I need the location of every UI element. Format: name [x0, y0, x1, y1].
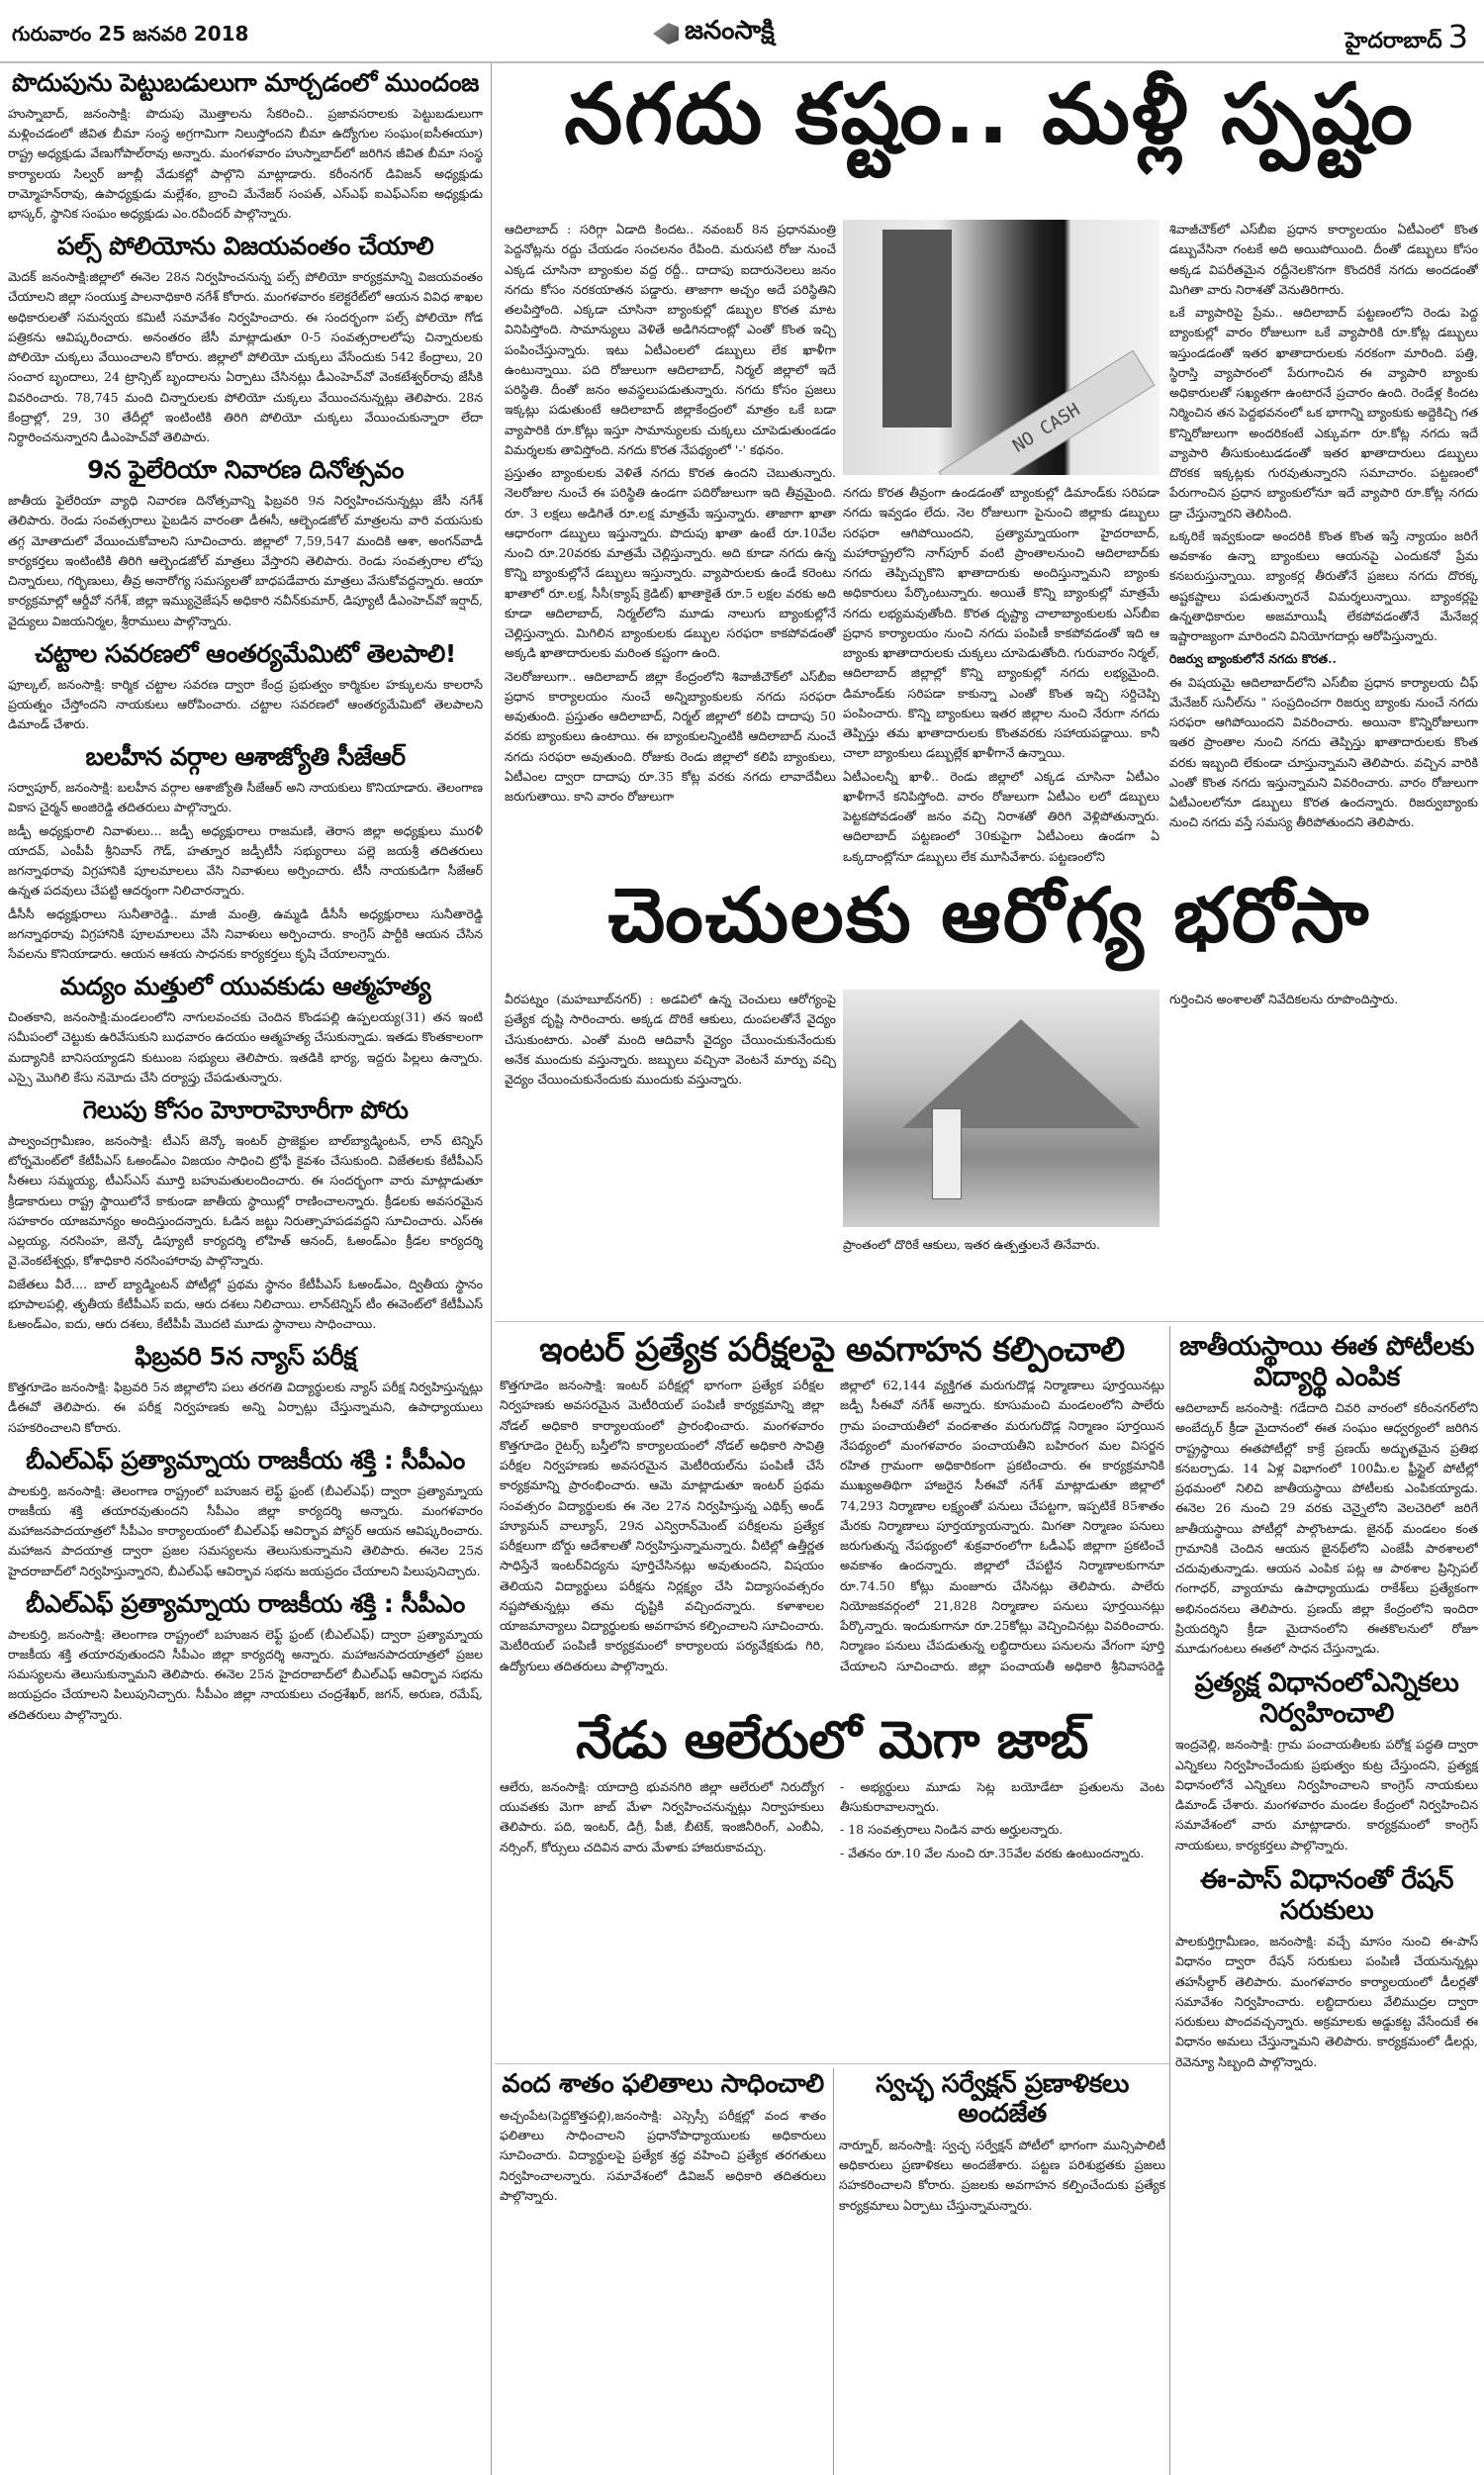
issue-date: గురువారం 25 జనవరి 2018	[12, 22, 249, 46]
subheading: రిజర్వు బ్యాంకులోనే నగదు కొరత..	[1169, 651, 1337, 667]
article-paragraph: పాల్వంచగ్రామీణం, జనంసాక్షి: టీఎస్ జెన్కో ఇంటర్ ప్రాజెక్టుల బాల్‌బ్యాడ్మింటన్, లాన్ టెన్నిస్ టోర్నమెంట్‌లో కేటీపీఎస్ ఓఅండ్ఎం విజయం సాధించి ట్రోఫీ కైవశం చేసుకుంది. విజేతలకు కేటీపీఎస్ సీఈలు సమ్మయ్య, టీఎస్‌ఎస్ మూర్తి బహుమతులందించారు. ఈ సందర్భంగా వారు మాట్లాడుతూ క్రీడాకారులు రాష్ట్ర స్థాయిలోనే కాకుండా జాతీయ స్థాయిల్లో రాణించాలన్నారు. క్రీడలకు అవసరమైన సహకారం యాజమాన్యం అందిస్తుందన్నారు. ఓడిన జట్టు నిరుత్సాహపడవద్దని సూచించారు. ఎస్‌ఈ ఎల్లయ్య, నరసింహ, జెన్కో డిప్యూటీ కార్యదర్శి లోహిత్ ఆనంద్, ఓఅండ్ఎం క్రీడల కార్యదర్శి వై.వెంకటేశ్వర్లు, కోశాధికారి నరసింహారావు పాల్గొన్నారు.	[8, 1132, 483, 1269]
article-paragraph: హుస్నాబాద్, జనంసాక్షి: పొదుపు మొత్తాలను సేకరించి.. ప్రజావసరాలకు పెట్టుబడులుగా మళ్లించడంలో జీవిత బీమా సంస్థ అగ్రగామిగా నిలుస్తోందని బీమా ఉద్యోగుల సంఘం(ఐసీఈయూ) రాష్ట్ర అధ్యక్షుడు వేణుగోపాల్‌రావు అన్నారు. మంగళవారం హుస్నాబాద్‌లో జరిగిన జీవిత బీమా సంస్థ కార్యాలయ సిల్వర్ జూబ్లీ వేడుకల్లో పాల్గొని మాట్లాడారు. కరీంనగర్ డివిజన్ అధ్యక్షుడు రామ్మోహన్‌రావు, ఉపాధ్యక్షుడు మల్లేశం, బ్రాంచి మేనేజర్ సంపత్, ఎస్‌ఎఫ్ ఐఎఫ్‌ఎస్ఐ అధ్యక్షుడు భాస్కర్, స్థానిక సంఘం అధ్యక్షుడు ఎం.రవీందర్ పాల్గొన్నారు.	[8, 105, 483, 221]
chenchu-hut-photo	[843, 990, 1159, 1227]
article-headline: పొదుపును పెట్టుబడులుగా మార్చడంలో ముందంజ	[12, 69, 479, 97]
article-headline: బలహీన వర్గాల ఆశాజ్యోతి సీజేఆర్	[85, 742, 406, 772]
article-body	[1175, 1932, 1478, 2075]
inter-body	[500, 1376, 1164, 1692]
article-paragraph: డీసీసీ అధ్యక్షురాలు సునీతారెడ్డి.. మాజీ మంత్రి, ఉమ్మడి డీసీసీ అధ్యక్షురాలు సునీతారెడ్డి జగన్నాథరావు విగ్రహానికి పూలమాలలు వేసి నివాళులు అర్పించారు. కాంగ్రెస్ పార్టీకి ఆయన చేసిన సేవలను కొనియాడారు. ఆయన ఆశయ సాధనకు కార్యకర్తలు కృషి చేయాలన్నారు.	[8, 905, 483, 961]
article-paragraph: విజేతలు వీరే.... బాల్ బ్యాడ్మింటన్ పోటీల్లో ప్రథమ స్థానం కేటీపీఎస్ ఓఅండ్ఎం, ద్వితీయ స్థానం భూపాలపల్లి, తృతీయ కేటీపీఎస్ ఐదు, ఆరు దశలు నిలిచాయి. లాన్‌టెన్నిస్ టీం ఈవెంట్‌లో కేటీపీఎస్ ఓఅండ్ఎం, ఐదు, ఆరు దశలు, కేటీపీపీ మొదటి మూడు స్థానాలు సాధించాయి.	[8, 1276, 483, 1331]
newspaper-logo	[653, 16, 775, 51]
vanda-article	[500, 2070, 826, 2471]
person-graphic	[932, 1108, 962, 1199]
lead-paragraph: ఆదిలాబాద్ : సరిగ్గా ఏడాది కిందట.. నవంబర్ 8న ప్రధానమంత్రి పెద్దనోట్లను రద్దు చేయడం సంచలనం రేపింది. మరుసటి రోజు నుంచే ఎక్కడ చూసినా బ్యాంకుల వద్ద రద్దీ.. దాదాపు ఐదారునెలలు జనం నగదు కోసం నరకయాతన పడ్డారు. తాజాగా అచ్చం అదే పరిస్థితిని తలపిస్తోంది. ఎక్కడా చూసినా బ్యాంకుల్లో డబ్బుల కొరత మాట వినిపిస్తోంది. సామాన్యులు వెళితే అడిగినదాంట్లో ఎంతో కొంత ఇచ్చి పంపించేస్తున్నారు. ఇటు ఏటీఎంలలో డబ్బులు లేక ఖాళీగా ఉంటున్నాయి. పది రోజులుగా ఆదిలాబాద్, నిర్మల్ జిల్లాలో ఇదే పరిస్థితి. దీంతో జనం అవస్థలుపడుతున్నారు. నగదు కోసం ప్రజలు ఇక్కట్లు పడుతుంటే ఆదిలాబాద్ జిల్లాకేంద్రంలో మాత్రం ఒకే బడా వ్యాపారికి రూ.కోట్లు ఇస్తూ సామాన్యులకు చుక్కలు చూపెడుతుండడం విమర్శలకు తావిస్తోంది. నగదు కొరత నేపథ్యంలో '-' కథనం.	[505, 222, 836, 457]
article-body	[1175, 1398, 1478, 1662]
article	[8, 1447, 483, 1584]
lead-paragraph: నెలరోజులుగా.. ఆదిలాబాద్ జిల్లా కేంద్రంలోని శివాజీచౌక్‌లో ఎస్‌బీఐ ప్రధాన కార్యాలయం నుంచే అన్నిబ్యాంకులకు నగదు సరఫరా అవుతుంది. ప్రస్తుతం ఆదిలాబాద్, నిర్మల్ జిల్లాలో కలిపి దాదాపు 50 వరకు బ్యాంకులు ఉంటాయి. ఈ బ్యాంకులన్నింటికి ఆదిలాబాద్ నుంచే నగదు సరఫరా అవుతుంది. రోజుకు రెండు జిల్లాలో కలిపి బ్యాంకులు, ఏటీఎంల ద్వారా దాదాపు రూ.35 కోట్ల వరకు నగదు లావాదేవీలు జరుగుతాయి. కాని వారం రోజులుగా	[505, 668, 836, 804]
article-paragraph: ఆదిలాబాద్ జనంసాక్షి: గడేదాది చివరి వారంలో కరీంనగర్‌లోని అంబేద్కర్ క్రీడా మైదానంలో ఈత సంఘం ఆధ్వర్యంలో జరిగిన రాష్ట్రస్థాయి ఈతపోటీల్లో కాక్రే ప్రణయ్ అద్భుతమైన ప్రతిభ కనబర్చాడు. 14 ఏళ్ల విభాగంలో 100మీ.ల ఫ్రీస్టైల్ పోటీల్లో ప్రథమంలో నిలిచి జాతీయస్థాయి పోటీలకు ఎంపికయ్యాడు. ఈనెల 26 నుంచి 29 వరకు చెన్నైలోని వెలచెరిలో జరిగే జాతీయస్థాయి పోటీల్లో పాల్గొంటాడు. జైనథ్ మండలం కంత గ్రామానికి చెందిన ఆయన జైనథ్‌లోని ఎంజేపీ పాఠశాలలో చదువుతున్నాడు. ఆయన ఎంపిక పట్ల ఆ పాఠశాల ప్రిన్సిపల్ గంగాధర్, వ్యాయామ ఉపాధ్యాయుడు రాకేశ్‌లు ప్రత్యేకంగా అభినందనలు తెలిపారు. ప్రణయ్ జిల్లా కేంద్రంలోని ఇందిరా ప్రియదర్శిని క్రీడా మైదానంలోని ఈతకొలనులో రోజూ మూడుగంటలు ఈతలో సాధన చేస్తున్నాడు.	[1175, 1400, 1478, 1657]
lead-paragraph: శివాజీచౌక్‌లో ఎస్‌బీఐ ప్రధాన కార్యాలయం ఏటీఎంలో కొంత డబ్బువేసినా గంటకే అది అయిపోయింది. దీంతో డబ్బులు కోసం అక్కడ విపరీతమైన రద్దీనెలకొనగా కొందరికే నగదు అందడంతో మిగితా వారు నిరాశతో వెనుతిరిగారు.	[1169, 222, 1478, 297]
job-paragraph: - 18 సంవత్సరాలు నిండిన వారు అర్హులన్నారు.	[840, 1822, 1064, 1838]
inter-paragraph: జిల్లాలో 62,144 వ్యక్తిగత మరుగుదొడ్ల నిర్మాణాలు పూర్తయినట్లు జడ్పీ సీఈవో నగేశ్ అన్నారు. కూసుమంచి మండలంలోని పాలేరు గ్రామ పంచాయతీలో వందశాతం మరుగుదొడ్ల నిర్మాణం పూర్తయిన నేపథ్యంలో మంగళవారం పంచాయతీని బహిరంగ మల విసర్జన రహిత గ్రామంగా అధికారికంగా ప్రకటించారు. ఈ కార్యక్రమానికి ముఖ్యఅతిథిగా హాజరైన సీఈవో నగేశ్ మాట్లాడుతూ జిల్లాలో 74,293 నిర్మాణాల లక్ష్యంతో పనులు చేపట్టగా, ఇప్పటికే 85శాతం మేరకు నిర్మాణాలు పూర్తయ్యాయన్నారు. మిగతా నిర్మాణం పనులు జరుగుతున్న నేపథ్యంలో శుక్రవారంలోగా ఓడీఎఫ్ జిల్లాగా ప్రకటించే అవకాశం ఉందన్నారు. జిల్లాలో చేపట్టిన నిర్మాణాలకుగానూ రూ.74.50 కోట్లు మంజూరు చేసినట్లు తెలిపారు. పాలేరు నియోజకవర్గంలో 21,828 నిర్మాణాల పనులు పూర్తయినట్లు పేర్కొన్నారు. ఇందుకుగానూ రూ.25కోట్లు వెచ్చించినట్లు వివరించారు. నిర్మాణం పనులు చేపడుతున్న లబ్ధిదారులు పనులను వేగంగా పూర్తి చేయాలని సూచించారు. జిల్లా పంచాయతీ అధికారి శ్రీనివాసరెడ్డి	[840, 1378, 1164, 1673]
chenchu-body-col2	[843, 1235, 1159, 1316]
article	[8, 640, 483, 738]
article	[8, 1343, 483, 1441]
article	[1175, 1331, 1478, 1662]
left-column	[8, 69, 483, 2469]
article-headline: 9న ఫైలేరియా నివారణ దినోత్సవం	[87, 455, 404, 485]
swachh-headline: స్వచ్ఛ సర్వేక్షన్ ప్రణాళికలు అందజేత	[876, 2070, 1129, 2129]
job-paragraph: ఆలేరు, జనంసాక్షి: యాదాద్రి భువనగిరి జిల్లా ఆలేరులో నిరుద్యోగ యువతకు మెగా జాబ్ మేళా నిర్వహించనున్నట్లు నిర్వాహకులు తెలిపారు. పది, ఇంటర్, డిగ్రీ, పీజీ, బీటెక్, ఇంజినీరింగ్, ఎంబీఏ, నర్సింగ్, కోర్సులు చదివిన వారు మేళాకు హాజరుకావచ్చు.	[500, 1778, 824, 1855]
article-body	[8, 1481, 483, 1584]
article-paragraph: కొత్తగూడెం జనంసాక్షి: ఫిబ్రవరి 5న జిల్లాలోని పలు తరగతి విద్యార్థులకు న్యాస్ పరీక్ష నిర్వహిస్తున్నట్లు డీఈవో తెలిపారు. ఈ పరీక్ష నిర్వహణకు అన్ని ఏర్పాట్లు చేస్తున్నామని, ఉపాధ్యాయులు సహకరించాలని కోరారు.	[8, 1380, 483, 1435]
atm-machine-graphic	[882, 230, 952, 428]
job-mela-headline: నేడు ఆలేరులో మెగా జాబ్	[576, 1712, 1088, 1770]
article-body	[8, 1625, 483, 1728]
chenchu-headline-box	[500, 871, 1479, 980]
article-headline: జాతీయస్థాయి ఈత పోటీలకు విద్యార్థి ఎంపిక	[1179, 1331, 1474, 1393]
chenchu-body-col1	[505, 990, 836, 1316]
article-paragraph: జడ్పీ అధ్యక్షురాలి నివాళులు... జడ్పీ అధ్యక్షురాలు రాజమణి, తెరాస జిల్లా అధ్యక్షులు మురళీ యాదవ్, ఎంపీపీ శ్రీనివాస్ గౌడ్, హత్నూర జడ్పీటీసీ సభ్యురాలు పల్లె జయశ్రీ తదితరులు జగన్నాథరావు విగ్రహానికి పూలమాలలు వేసి నివాళులు అర్పించారు. టీసీ నాయకుడిగా సీజేఆర్ ఉన్నత పదవులు చేపట్టి ఆదర్శంగా నిలిచారన్నారు.	[8, 822, 483, 899]
lead-paragraph: ఒకే వ్యాపారిపై ప్రేమ.. ఆదిలాబాద్ పట్టణంలోని రెండు పెద్ద బ్యాంకుల్లో వారం రోజులుగా ఒకే వ్యాపారికి రూ.కోట్ల డబ్బులు ఇస్తుండడంతో ఇతర ఖాతాదారులకు నరకంగా మారింది. పత్తి, స్థిరాస్తి వ్యాపారంలో పేరుగాంచిన ఈ వ్యాపారి బ్యాంకు అధికారులతో సఖ్యతగా ఉంటారనే ప్రచారం ఉంది. రెండేళ్ల కిందట నిర్మించిన తన పెద్దభవనంలో ఒక భాగాన్ని బ్యాంకుకు అద్దెకిచ్చి గత కొన్నిరోజులుగా అందరికంటే ఎక్కువగా రూ.కోట్ల నగదు ఇదే వ్యాపారి తీసుకుంటుడడంతో ఇతర ఖాతాదారులు డబ్బులు దొరకక ఇక్కట్లకు గురవుతున్నారని సమాచారం. పట్టణంలో పేరుగాంచిన ప్రధాన బ్యాంకులోనూ ఇదే వ్యాపారి రూ.కోట్ల నగదు డ్రా చేస్తున్నారని తెలిసింది.	[1169, 305, 1478, 521]
article	[1175, 1864, 1478, 2075]
logo-mark-icon	[653, 23, 679, 45]
article-paragraph: సర్వాపూర్, జనంసాక్షి: బలహీన వర్గాల ఆశాజ్యోతి సీజేఆర్ అని నాయకులు కొనియాడారు. తెలంగాణ వికాస చైర్మన్ అంజిరెడ్డి తదితరులు పాల్గొన్నారు.	[8, 780, 483, 815]
chenchu-paragraph: గుర్తించిన అంశాలతో నివేదికలను రూపొందిస్తారు.	[1169, 992, 1399, 1006]
lead-body-col3	[1169, 220, 1478, 873]
article-headline: చట్టాల సవరణలో ఆంతర్యమేమిటో తెలపాలి!	[35, 638, 456, 668]
column-divider	[491, 63, 492, 2475]
swachh-article	[839, 2070, 1165, 2471]
article-paragraph: పాలకుర్తి, జనంసాక్షి: తెలంగాణ రాష్ట్రంలో బహుజన లెఫ్ట్ ఫ్రంట్ (బీఎల్ఎఫ్) ద్వారా ప్రత్యామ్నాయ రాజకీయ శక్తి తయారవుతుందని సీపీఎం జిల్లా కార్యదర్శి అన్నారు. మంగళవారం మహాజనపాదయాత్రలో సీపీఎం కార్యాలయంలో బీఎల్ఎఫ్ ఆవిర్భావ పోస్టర్ ఆయన ఆవిష్కరించారు. మహాజన పాదయాత్ర ద్వారా ప్రజల సమస్యలను తెలుసుకున్నామని తెలిపారు. ఈనెల 25న హైదరాబాద్‌లో నిర్వహిస్తున్నారని, బీఎల్ఎఫ్ ఆవిర్భావ సభను జయప్రదం చేయాలని పిలుపునిచ్చారు.	[8, 1482, 483, 1578]
article-paragraph: చింతకాని, జనంసాక్షి:మండలంలోని నాగులవంచకు చెందిన కొండపల్లి ఉప్పలయ్య(31) తన ఇంటి సమీపంలో చెట్టుకు ఉరివేసుకుని బుధవారం ఉదయం ఆత్మహత్య చేసుకున్నాడు. ఇతడు కొంతకాలంగా మద్యానికి బానిసయ్యాడని కుటుంబ సభ్యులు తెలిపారు. ఇతడికి భార్య, ఇద్దరు పిల్లలు ఉన్నారు. ఎస్సై మొగిలి కేసు నమోదు చేసి దర్యాప్తు చేపడుతున్నారు.	[8, 1009, 483, 1085]
vanda-paragraph: అచ్చంపేట(పెద్దకొత్తపల్లి),జనంసాక్షి: ఎస్సెస్సీ పరీక్షల్లో వంద శాతం ఫలితాలు సాధించాలని ప్రధానోపాధ్యాయులకు అధికారులు సూచించారు. విద్యార్థులపై ప్రత్యేక శ్రద్ధ వహించి ప్రత్యేక తరగతులు నిర్వహించాలన్నారు. సమావేశంలో డివిజన్ అధికారి తదితరులు పాల్గొన్నారు.	[500, 2107, 826, 2203]
article	[8, 69, 483, 227]
lead-body-col1	[505, 220, 836, 873]
article-headline: ఈ-పాస్ విధానంతో రేషన్ సరుకులు	[1200, 1863, 1453, 1926]
article-body	[8, 1131, 483, 1338]
article-body	[8, 1007, 483, 1091]
chenchu-paragraph: ప్రాంతంలో దొరికే ఆకులు, ఇతర ఉత్పత్తులనే తినేవారు.	[843, 1237, 1100, 1252]
article-headline: ఫిబ్రవరి 5న న్యాస్ పరీక్ష	[135, 1342, 356, 1372]
article-body	[8, 1378, 483, 1441]
column-divider	[833, 2068, 834, 2475]
article-headline: ప్రత్యక్ష విధానంలోఎన్నికలు నిర్వహించాలి	[1194, 1667, 1459, 1730]
article	[8, 233, 483, 450]
article-paragraph: ఇంద్రవెల్లి, జనంసాక్షి: గ్రామ పంచాయతీలకు పరోక్ష పద్ధతి ద్వారా ఎన్నికలు నిర్వహించేందుకు ప్రభుత్వం కుట్ర చేస్తుందని, ప్రత్యక్ష విధానంలోనే ఎన్నికలు నిర్వహించాలని కాంగ్రెస్ నాయకులు డిమాండ్ చేశారు. మంగళవారం మండల కేంద్రంలో నిర్వహించిన సమావేశంలో వారు మాట్లాడారు. కార్యక్రమంలో కాంగ్రెస్ నాయకులు, కార్యకర్తలు పాల్గొన్నారు.	[1175, 1737, 1478, 1853]
article-body	[8, 778, 483, 967]
job-paragraph: - వేతనం రూ.10 వేల నుంచి రూ.35వేల వరకు ఉంటుందన్నారు.	[840, 1845, 1145, 1860]
article	[8, 1096, 483, 1337]
newspaper-name: జనంసాక్షి	[685, 16, 775, 46]
lead-paragraph: నగదు కొరత తీవ్రంగా ఉండడంతో బ్యాంకుల్లో డిమాండ్‌కు సరిపడా నగదు ఇవ్వడం లేదు. నెల రోజులుగా పైనుంచి జిల్లాకు డబ్బులు సరఫరా ఆగిపోయిందని, ప్రత్యామ్నాయంగా హైదరాబాద్, మహారాష్ట్రలోని నాగ్‌పూర్ వంటి ప్రాంతాలనుంచి ఆదిలాబాద్‌కు నగదు తెప్పిచ్చుకొని ఖాతాదారుకు అందిస్తున్నామని బ్యాంకు అధికారులు పేర్కొంటున్నారు. అయితే కొన్ని బ్యాంకుల్లో మాత్రమే నగదు లభ్యమవుతోంది. కొరత దృష్ట్యా చాలాబ్యాంకులకు ఎస్‌బీఐ ప్రధాన కార్యాలయం నుంచి నగదు పంపిణీ కాకపోవడంతో ఇది ఆ బ్యాంకు ఖాతాదారులకు చుక్కలు చూపెడుతోంది. గురువారం నిర్మల్, ఆదిలాబాద్ జిల్లాల్లో కొన్ని బ్యాంకుల్లో నగదు లభ్యమైంది. డిమాండ్‌కు సరిపడా కాకున్నా ఎంతో కొంత ఇచ్చి సర్దిచెప్పి పంపించారు. కొన్ని బ్యాంకులు ఇతర జిల్లాల నుంచి నేరుగా నగదు తెప్పిస్తు తమ ఖాతాదారులకు కొంతవరకు సహాయపడ్డాయి. కానీ చాలా బ్యాంకులు డబ్బుల్లేక ఖాళీగానే ఉన్నాయి.	[843, 485, 1159, 761]
inter-article	[500, 1331, 1164, 1707]
article-headline: బీఎల్ఎఫ్ ప్రత్యామ్నాయ రాజకీయ శక్తి : సీపీఎం	[26, 1445, 465, 1475]
lead-paragraph: ఒక్కరికే ఇవ్వకుండా అందరికి కొంత కొంత ఇస్తే న్యాయం జరిగే అవకాశం ఉన్నా బ్యాంకులు ఆయనపై ఎందుకనో ప్రేమ కనబరుస్తున్నాయి. బ్యాంకర్ల తీరుతోనే ప్రజలు నగదు దొరక్క అష్టకష్టాలు పడుతున్నారనే విమర్శలున్నాయి. బ్యాంకర్లపై ఉన్నతాధికారుల అజమాయిషీ లేకపోవడంతోనే మేనేజర్ల ఇష్టారాజ్యంగా మారిందని వినియోగదార్లు ఆరోపిస్తున్నారు.	[1169, 527, 1478, 643]
lead-paragraph: ఈ విషయమై ఆదిలాబాద్‌లోని ఎస్‌బీఐ ప్రధాన కార్యాలయ చీఫ్ మేనేజర్ సునీల్‌ను " సంప్రదించగా రిజర్వు బ్యాంకు నుంచే నగదు సరఫరా ఆగిపోయిందని వివరించారు. అయినా కొన్నిరోజులుగా ఇతర ప్రాంతాల నుంచి నగదు తెప్పిస్తు ఖాతాదారులకు కొంత వరకు ఇబ్బంది లేకుండా చూస్తున్నామని తెలిపారు. వచ్చిన వారికి ఎంతో కొంత నగదు ఇస్తున్నామని వివరించారు. వారం రోజులుగా ఏటీఎంలలోనూ డబ్బులు కొరత ఉందన్నారు. రిజర్వుబ్యాంకు నుంచి నగదు వస్తే సమస్య తీరిపోతుందని తెలిపారు.	[1169, 674, 1478, 830]
lead-headline-box	[500, 65, 1479, 214]
article-paragraph: పాలకుర్తి, జనంసాక్షి: తెలంగాణ రాష్ట్రంలో బహుజన లెఫ్ట్ ఫ్రంట్ (బీఎల్ఎఫ్) ద్వారా ప్రత్యామ్నాయ రాజకీయ శక్తి తయారవుతుందని సీపీఎం జిల్లా కార్యదర్శి అన్నారు. మహాజనపాదయాత్రలో ప్రజల సమస్యలను తెలుసుకున్నామని తెలిపారు. ఈనెల 25న హైదరాబాద్‌లో బీఎల్ఎఫ్ ఆవిర్భావ సభను జయప్రదం చేయాలని పిలుపునిచ్చారు. సీపీఎం జిల్లా నాయకులు చంద్రశేఖర్, జగన్, అరుణ, రమేష్, తదితరులు పాల్గొన్నారు.	[8, 1626, 483, 1722]
job-paragraph: - అభ్యర్థులు మూడు సెట్ల బయోడేటా ప్రతులను వెంట తీసుకురావాలన్నారు.	[840, 1778, 1164, 1815]
right-column	[1175, 1331, 1478, 2469]
inter-headline: ఇంటర్ ప్రత్యేక పరీక్షలపై అవగాహన కల్పించాలి	[539, 1331, 1125, 1370]
chenchu-paragraph: వీరపట్నం (మహబూబ్‌నగర్) : అడవిలో ఉన్న చెంచులు ఆరోగ్యంపై ప్రత్యేక దృష్టి సారించారు. అక్కడ దొరికే ఆకులు, దుంపలతోనే వైద్యం చేసుకుంటారు. ఎంతో మంది ఆదివాసీ వైద్యం చేయించుకునేందుకు అనేక ముందుకు వస్తున్నారు. జబ్బులు వచ్చినా వెంటనే మార్పు వచ్చి వైద్యం చేయించుకునేందుకు ముందుకు వస్తున్నారు.	[505, 992, 836, 1087]
section-divider	[495, 2063, 1169, 2064]
masthead	[0, 0, 1484, 63]
job-mela-article	[500, 1712, 1164, 2058]
article	[8, 456, 483, 634]
article-paragraph: జాతీయ ఫైలేరియా వ్యాధి నివారణ దినోత్సవాన్ని ఫిబ్రవరి 9న నిర్వహించనున్నట్లు జేసీ నగేశ్ తెలిపారు. రెండు సంవత్సరాలు పైబడిన వారంతా డీఈసీ, ఆల్బెండజోల్ మాత్రలను వారి వయసుకు తగ్గ మోతాదులో వేయించుకోవాలని సూచించారు. జిల్లాలో 7,59,547 మందికి ఆశా, అంగన్‌వాడీ కార్యకర్తలు ఇంటింటికి తిరిగి ఆల్బెండజోల్ మాత్రలు వేస్తారని తెలిపారు. రెండు సంవత్సరాల లోపు చిన్నారులు, గర్భిణులు, తీవ్ర అనారోగ్య సమస్యలతో బాధపడేవారు మాత్రలు వేసుకోవద్దన్నారు. ఆయా కార్యక్రమాల్లో ఆర్డీవో నగేశ్, జిల్లా ఇమ్యునైజేషన్ అధికారి నవీన్‌కుమార్, డిప్యూటీ డీఎంహెచ్‌వో ఇర్షాద్, వైద్యులు విజయనిర్మల, శ్రీరాములు పాల్గొన్నారు.	[8, 493, 483, 628]
article-paragraph: ఫూల్కల్, జనంసాక్షి: కార్మిక చట్టాల సవరణ ద్వారా కేంద్ర ప్రభుత్వం కార్మికుల హక్కులను కాలరాసే ప్రయత్నం చేస్తోందని నాయకులు ఆరోపించారు. చట్టాల సవరణలో ఆంతర్యమేమిటో తెలపాలని డిమాండ్ చేశారు.	[8, 676, 483, 731]
article-body	[8, 675, 483, 738]
swachh-paragraph: నార్నూర్, జనంసాక్షి: స్వచ్ఛ సర్వేక్షన్ పోటీలో భాగంగా మున్సిపాలిటీ అధికారులు ప్రణాళికలు అందజేశారు. పట్టణ పరిశుభ్రతకు ప్రజలు సహకరించాలని కోరారు. ప్రజలకు అవగాహన కల్పించేందుకు ప్రత్యేక కార్యక్రమాలు ఏర్పాటు చేస్తున్నామన్నారు.	[839, 2137, 1165, 2213]
column-divider	[1169, 1326, 1170, 2475]
vanda-body	[500, 2106, 826, 2209]
swachh-body	[839, 2136, 1165, 2219]
article-body	[8, 104, 483, 228]
page-number: 3	[1447, 18, 1468, 55]
lead-headline: నగదు కష్టం.. మళ్లీ స్పష్టం	[564, 65, 1415, 162]
article-headline: బీఎల్ఎఫ్ ప్రత్యామ్నాయ రాజకీయ శక్తి : సీపీఎం	[26, 1588, 465, 1618]
edition-info	[1345, 18, 1468, 58]
article	[8, 743, 483, 967]
lead-paragraph: ప్రస్తుతం బ్యాంకులకు వెళితే నగదు కొరత ఉందని చెబుతున్నారు. నెలరోజుల నుంచే ఈ పరిస్థితి ఉండగా పదిరోజులుగా ఇది తీవ్రమైంది. రూ. 3 లక్షలు అడిగితే రూ.లక్ష మాత్రమే ఇస్తున్నారు. తాజాగా ఖాతా ఆధారంగా డబ్బులు ఇస్తున్నారు. పొదుపు ఖాతా ఉంటే రూ.10వేల నుంచి రూ.20వరకు మాత్రమే చెల్లిస్తున్నారు. అది కూడా నగదు ఉన్న కొన్ని బ్యాంకుల్లోనే డబ్బులు ఇస్తున్నారు. వ్యాపారులకు ఉండే కరెంటు ఖాతాలో రూ.లక్ష, సీసీ(క్యాష్ క్రెడిట్) ఖాతాకైతే రూ.5 లక్షల వరకు అది కూడా ఆదిలాబాద్, నిర్మల్‌లోని మూడు నాలుగు బ్యాంకుల్లోనే చెల్లిస్తున్నారు. మిగిలిన బ్యాంకులకు డబ్బుల సరఫరా కాకపోవడంతో అక్కడి ఖాతాదారులకు మరింత కష్టంగా ఉంది.	[505, 465, 836, 661]
no-cash-sign: NO CASH	[938, 350, 1155, 475]
article-body	[8, 267, 483, 450]
article-headline: మద్యం మత్తులో యువకుడు ఆత్మహత్య	[59, 972, 431, 1001]
article-headline: గెలుపు కోసం హెూరాహెూరీగా పోరు	[82, 1095, 409, 1124]
chenchu-body-col3	[1169, 990, 1478, 1316]
article	[8, 1590, 483, 1728]
article-paragraph: పాలకుర్తిగ్రామీణం, జనంసాక్షి: వచ్చే మాసం నుంచి ఈ-పాస్ విధానం ద్వారా రేషన్ సరుకులు పంపిణీ చేయనున్నట్లు తహసీల్దార్ తెలిపారు. మంగళవారం కార్యాలయంలో డీలర్లతో సమావేశం నిర్వహించారు. లబ్ధిదారులు వేలిముద్రల ద్వారా సరుకులు పొందవచ్చన్నారు. అక్రమాలకు అడ్డుకట్ట వేసేందుకే ఈ విధానం అమలు చేస్తున్నామని తెలిపారు. కార్యక్రమంలో డీలర్లు, రెవెన్యూ సిబ్బంది పాల్గొన్నారు.	[1175, 1934, 1478, 2069]
article	[8, 973, 483, 1091]
chenchu-headline: చెంచులకు ఆరోగ్య భరోసా	[607, 871, 1371, 959]
article-body	[1175, 1735, 1478, 1858]
no-cash-atm-photo	[843, 220, 1159, 475]
article-paragraph: మెదక్ జనంసాక్షి:జిల్లాలో ఈనెల 28న నిర్వహించనున్న పల్స్ పోలియో కార్యక్రమాన్ని విజయవంతం చేయాలని జిల్లా సంయుక్త పాలనాధికారి నగేశ్ కోరారు. మంగళవారం కలెక్టరేట్‌లో ఆయన వివిధ శాఖల అధికారులతో సమన్వయ కమిటీ సమావేశం నిర్వహించారు. ఈ సందర్భంగా పల్స్ పోలియో గోడ పత్రికను ఆవిష్కరించారు. అనంతరం జేసీ మాట్లాడుతూ 0-5 సంవత్సరాలలోపు చిన్నారులకు పోలియో చుక్కలు వేయించాలని కోరారు. జిల్లాలో పోలియో చుక్కలు వేసేందుకు 542 కేంద్రాలు, 20 సంచార బృందాలు, 24 ట్రాన్సిట్ బృందాలను ఏర్పాటు చేసినట్లు డీఎంహెచ్‌వో వెంకటేశ్వర్‌రావు జేసీకి వివరించారు. 78,745 మంది చిన్నారులకు పోలియో చుక్కలు వేయించనున్నట్లు తెలిపారు. 28న కేంద్రాల్లో, 29, 30 తేదీల్లో ఇంటింటికి తిరిగి పోలియో చుక్కలు వేయించుకున్నారా లేదా నిర్ధారించనున్నారని డీఎంహెచ్‌వో తెలిపారు.	[8, 269, 483, 444]
vanda-headline: వంద శాతం ఫలితాలు సాధించాలి	[502, 2070, 824, 2099]
article-headline: పల్స్ పోలియోను విజయవంతం చేయాలి	[56, 232, 434, 261]
lead-paragraph: ఏటీఎంలన్నీ ఖాళీ.. రెండు జిల్లాలో ఎక్కడ చూసినా ఏటీఎం ఖాళీగానే కనిపిస్తోంది. వారం రోజులుగా ఏటీఎం లలో డబ్బులు పెట్టకపోవడంతో జనం వచ్చి నిరాశతో తిరిగి వెళ్లిపోతున్నారు. ఆదిలాబాద్ పట్టణంలో 30కుపైగా ఏటీఎంలు ఉండగా ఏ ఒక్కదాంట్లోనూ డబ్బులు లేక మూసివేశారు. పట్టణంలోని	[843, 768, 1159, 864]
job-mela-body	[500, 1777, 1164, 2045]
article-body	[8, 491, 483, 634]
article	[1175, 1667, 1478, 1858]
lead-body-col2	[843, 483, 1159, 873]
inter-paragraph: కొత్తగూడెం జనంసాక్షి: ఇంటర్ పరీక్షల్లో భాగంగా ప్రత్యేక పరీక్షల నిర్వహణకు అవసరమైన మెటీరియల్ పంపిణీ కార్యక్రమాన్ని జిల్లా నోడల్ అధికారి కార్యాలయంలో ప్రారంభించారు. మంగళవారం కొత్తగూడెం రైటర్స్ బస్తీలోని కార్యాలయంలో నోడల్ అధికారి సావిత్రి పరీక్షల నిర్వహణకు అవసరమైన మెటీరియల్‌ను పంపిణీ చేసే కార్యక్రమాన్ని ప్రారంభించారు. ఆమె మాట్లాడుతూ ఇంటర్ ప్రథమ సంవత్సరం విద్యార్థులకు ఈ నెల 27న నిర్వహిస్తున్న ఎథిక్స్ అండ్ హ్యూమన్ వాల్యూస్, 29న ఎన్విరాన్‌మెంట్ పరీక్షలను ప్రత్యేక పరీక్షలుగా బోర్డు ఆదేశాలతో నిర్వహిస్తున్నామన్నారు. వీటిల్లో ఉత్తీర్ణత సాధిస్తేనే ఇంటర్‌విద్యను పూర్తిచేసినట్లు అవుతుందని, విషయం తెలియని విద్యార్థులు పరీక్షను నిర్లక్ష్యం చేసి విద్యాసంవత్సరం నష్టపోతున్నట్లు తమ దృష్టికి వచ్చిందన్నారు. కళాశాలల యాజమాన్యాలు విద్యార్థులకు అవగాహన కల్పించాలని సూచించారు. మెటీరియల్ పంపిణీ కార్యక్రమంలో కార్యాలయ పర్యవేక్షకుడు గిరి, ఉద్యోగులు తదితరులు పాల్గొన్నారు.	[500, 1378, 824, 1673]
edition-city: హైదరాబాద్	[1345, 29, 1442, 53]
section-divider	[495, 1321, 1484, 1322]
